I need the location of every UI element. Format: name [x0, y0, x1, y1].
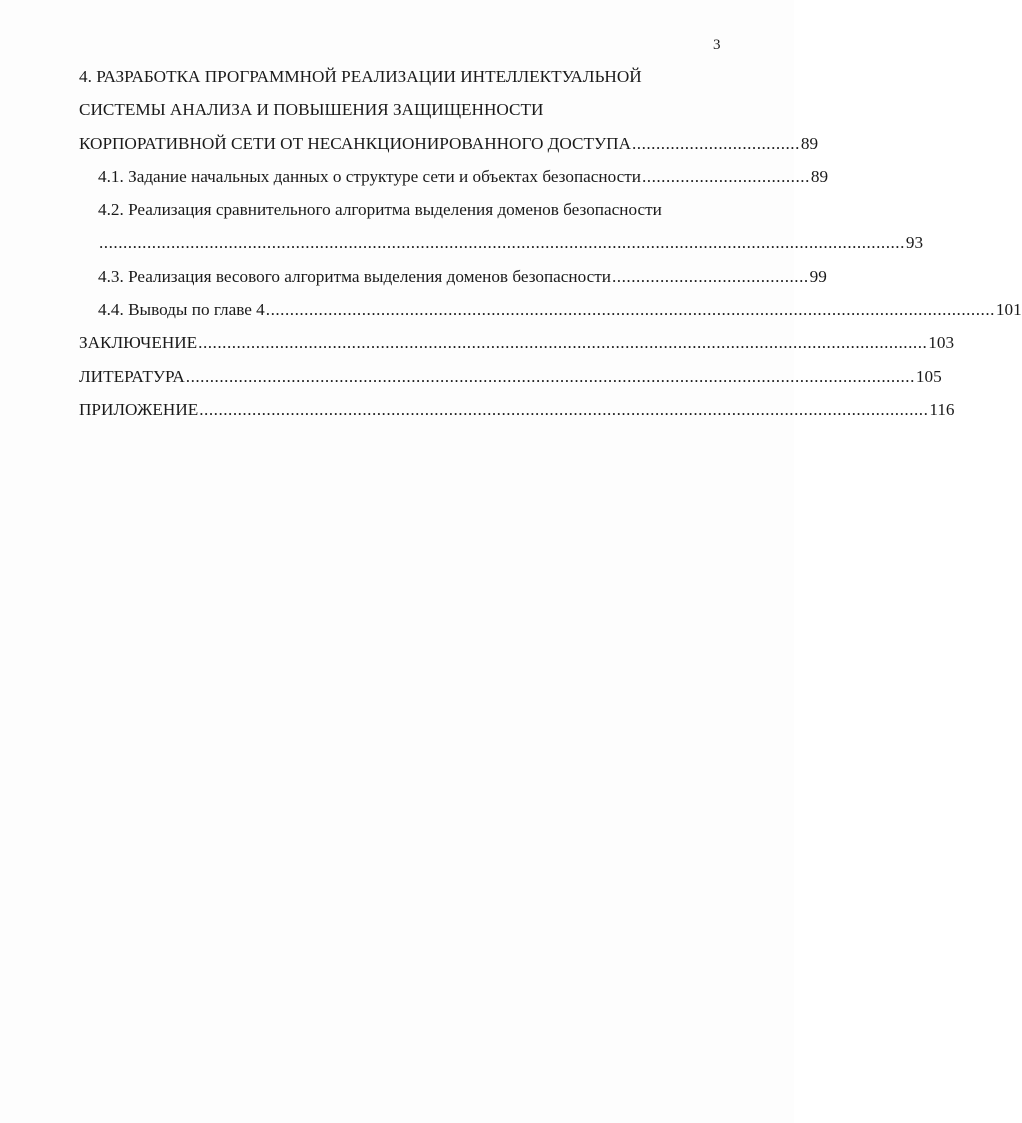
toc-entry-title: ЛИТЕРАТУРА: [79, 366, 185, 386]
chapter-4-title-line-2: [79, 93, 724, 126]
toc-entry-page-ref: 101: [995, 300, 1022, 320]
chapter-4-title-line-3: [79, 127, 819, 160]
toc-entry-4-1: [79, 160, 829, 193]
dot-leader: ...................................: [631, 133, 800, 153]
toc-entry-title: 4.2. Реализация сравнительного алгоритма выделения доменов безопасности: [98, 200, 662, 220]
toc-entry-appendix: [79, 393, 955, 426]
toc-entry-4-3: [79, 260, 827, 293]
toc-entry-conclusion: [79, 326, 955, 359]
toc-entry-title: 4.1. Задание начальных данных о структуре сети и объектах безопасности: [98, 166, 641, 186]
toc-entry-4-2: [79, 193, 724, 226]
toc-entry-page-ref: 116: [929, 399, 955, 419]
chapter-4-title-text-3: КОРПОРАТИВНОЙ СЕТИ ОТ НЕСАНКЦИОНИРОВАННОГО ДОСТУПА: [79, 133, 631, 153]
dot-leader: .........................................: [612, 266, 809, 286]
toc-entry-literature: [79, 360, 942, 393]
toc-entry-title: 4.3. Реализация весового алгоритма выделения доменов безопасности: [98, 266, 611, 286]
toc-entry-page-ref: 89: [810, 166, 829, 186]
toc-entry-page-ref: 99: [809, 266, 827, 286]
toc-entry-page-ref: 103: [928, 333, 955, 353]
chapter-4-title-text-1: 4. РАЗРАБОТКА ПРОГРАММНОЙ РЕАЛИЗАЦИИ ИНТЕЛЛЕКТУАЛЬНОЙ: [79, 67, 642, 86]
dot-leader: ...................................: [641, 166, 810, 186]
page-number: 3: [713, 37, 721, 53]
toc-entry-page-ref: 105: [915, 366, 942, 386]
toc-entry-title: ЗАКЛЮЧЕНИЕ: [79, 333, 198, 353]
toc-entry-title: 4.4. Выводы по главе 4: [98, 300, 265, 320]
toc-entry-page-ref: 93: [905, 233, 924, 253]
toc-entry-title: ПРИЛОЖЕНИЕ: [79, 399, 199, 419]
dot-leader: ........................................................................................................................................................: [185, 366, 915, 386]
toc-entry-4-2-continuation: [79, 226, 924, 259]
chapter-4-title-line-1: [79, 60, 724, 93]
dot-leader: ........................................................................................................................................................: [265, 300, 995, 320]
table-of-contents: [79, 60, 1022, 426]
dot-leader: ........................................................................................................................................................: [198, 333, 928, 353]
dot-leader: ........................................................................................................................................................................: [99, 233, 905, 253]
chapter-4-title-text-2: СИСТЕМЫ АНАЛИЗА И ПОВЫШЕНИЯ ЗАЩИЩЕННОСТИ: [79, 100, 544, 120]
chapter-4-page-ref: 89: [800, 133, 819, 153]
dot-leader: ........................................................................................................................................................: [199, 399, 929, 419]
toc-entry-4-4: [79, 293, 1022, 326]
